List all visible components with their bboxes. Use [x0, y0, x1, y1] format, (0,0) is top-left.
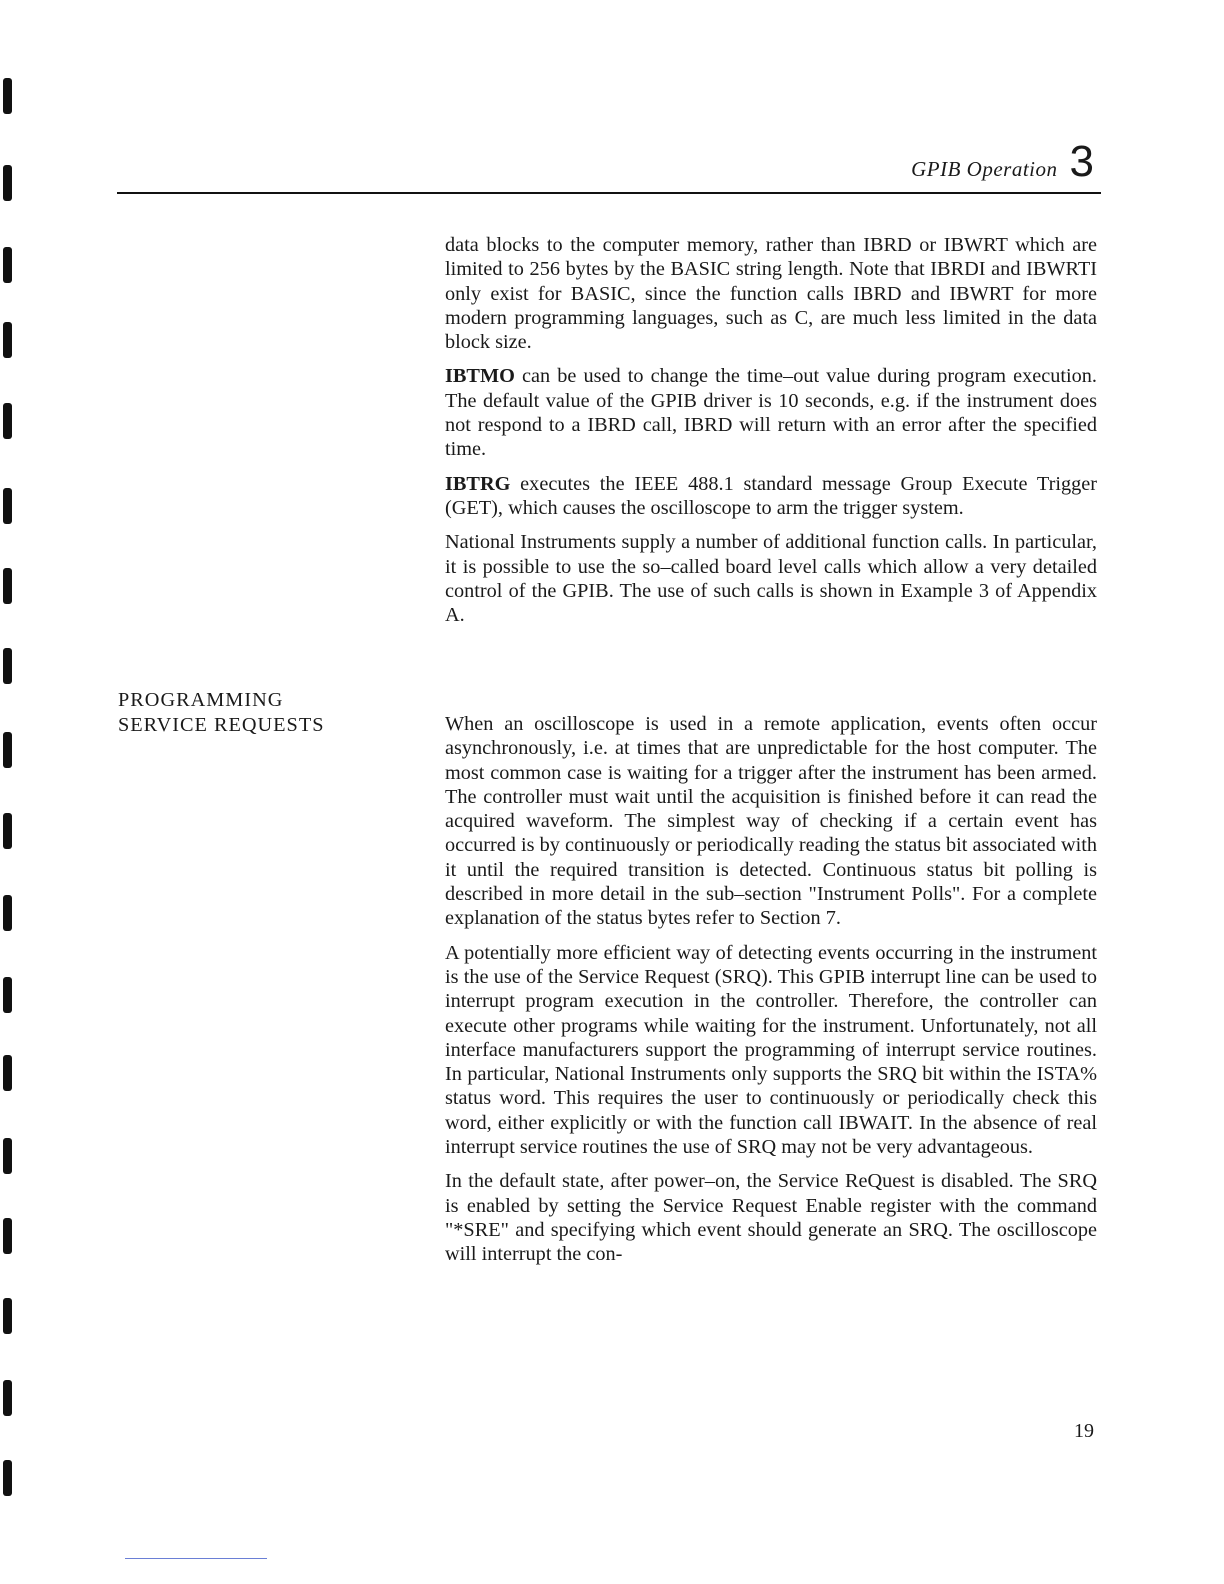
section-heading-programming-service-requests [118, 688, 325, 737]
punch-hole [3, 568, 12, 604]
paragraph-service-request: A potentially more efficient way of detecting events occurring in the instrument is the use of the Service Request (SRQ). This GPIB interrupt line can be used to interrupt program execution in the controller. Therefore, the controller can execute other programs while waiting for the instrument. Unfortunately, not all interface manufacturers support the programming of interrupt service routines. In particular, National Instruments only supports the SRQ bit within the ISTA% status word. This requires the user to continuously or periodically check this word, either explicitly or with the function call IBWAIT. In the absence of real interrupt service routines the use of SRQ may not be very advantageous. [445, 941, 1097, 1159]
punch-hole [3, 322, 12, 358]
binder-punch-holes [0, 0, 20, 1584]
punch-hole [3, 977, 12, 1013]
paragraph-ibtmo [445, 364, 1097, 461]
ibtrg-text: executes the IEEE 488.1 standard message Group Execute Trigger (GET), which causes the oscilloscope to arm the trigger system. [445, 472, 1097, 519]
body-column-top [445, 233, 1097, 627]
punch-hole [3, 1055, 12, 1091]
paragraph-ibtrg [445, 472, 1097, 521]
ibtmo-text: can be used to change the time–out value during program execution. The default value of the GPIB driver is 10 seconds, e.g. if the instrument does not respond to a IBRD call, IBRD will return with an error after the specified time. [445, 365, 1097, 461]
punch-hole [3, 247, 12, 283]
paragraph-asynchronous-events: When an oscilloscope is used in a remote application, events often occur asynchronously, i.e. at times that are unpredictable for the host computer. The most common case is waiting for a trigger after the instrument has been armed. The controller must wait until the acquisition is finished before it can read the acquired waveform. The simplest way of checking if a certain event has occurred is by continuously or periodically reading the status bit associated with it until the required transition is detected. Continuous status bit polling is described in more detail in the sub–section "Instrument Polls". For a complete explanation of the status bytes refer to Section 7. [445, 713, 1097, 930]
punch-hole [3, 165, 12, 201]
running-title: GPIB Operation [911, 157, 1058, 181]
chapter-number: 3 [1069, 137, 1094, 186]
punch-hole [3, 1298, 12, 1334]
section-heading-line-1: PROGRAMMING [118, 689, 284, 711]
running-head [911, 137, 1094, 186]
body-column-service-requests [445, 712, 1097, 1267]
paragraph-national-instruments: National Instruments supply a number of additional function calls. In particular, it is possible to use the so–called board level calls which allow a very detailed control of the GPIB. The use of such calls is shown in Example 3 of Appendix A. [445, 531, 1097, 627]
punch-hole [3, 488, 12, 524]
punch-hole [3, 813, 12, 849]
punch-hole [3, 78, 12, 114]
header-rule [117, 192, 1101, 194]
punch-hole [3, 403, 12, 439]
punch-hole [3, 1218, 12, 1254]
section-heading-line-2: SERVICE REQUESTS [118, 713, 325, 736]
paragraph-data-blocks: data blocks to the computer memory, rather than IBRD or IBWRT which are limited to 256 bytes by the BASIC string length. Note that IBRDI and IBWRTI only exist for BASIC, since the function calls IBRD and IBWRT for more modern programming languages, such as C, are much less limited in the data block size. [445, 234, 1097, 354]
scan-artifact-line [125, 1558, 267, 1559]
punch-hole [3, 1380, 12, 1416]
punch-hole [3, 1460, 12, 1496]
punch-hole [3, 1138, 12, 1174]
punch-hole [3, 895, 12, 931]
punch-hole [3, 732, 12, 768]
ibtmo-keyword: IBTMO [445, 365, 515, 388]
page-number: 19 [1074, 1420, 1094, 1442]
punch-hole [3, 648, 12, 684]
paragraph-default-state: In the default state, after power–on, the Service ReQuest is disabled. The SRQ is enabled by setting the Service Request Enable register with the command "*SRE" and specifying which event should generate an SRQ. The oscilloscope will interrupt the con- [445, 1170, 1097, 1266]
ibtrg-keyword: IBTRG [445, 472, 511, 495]
